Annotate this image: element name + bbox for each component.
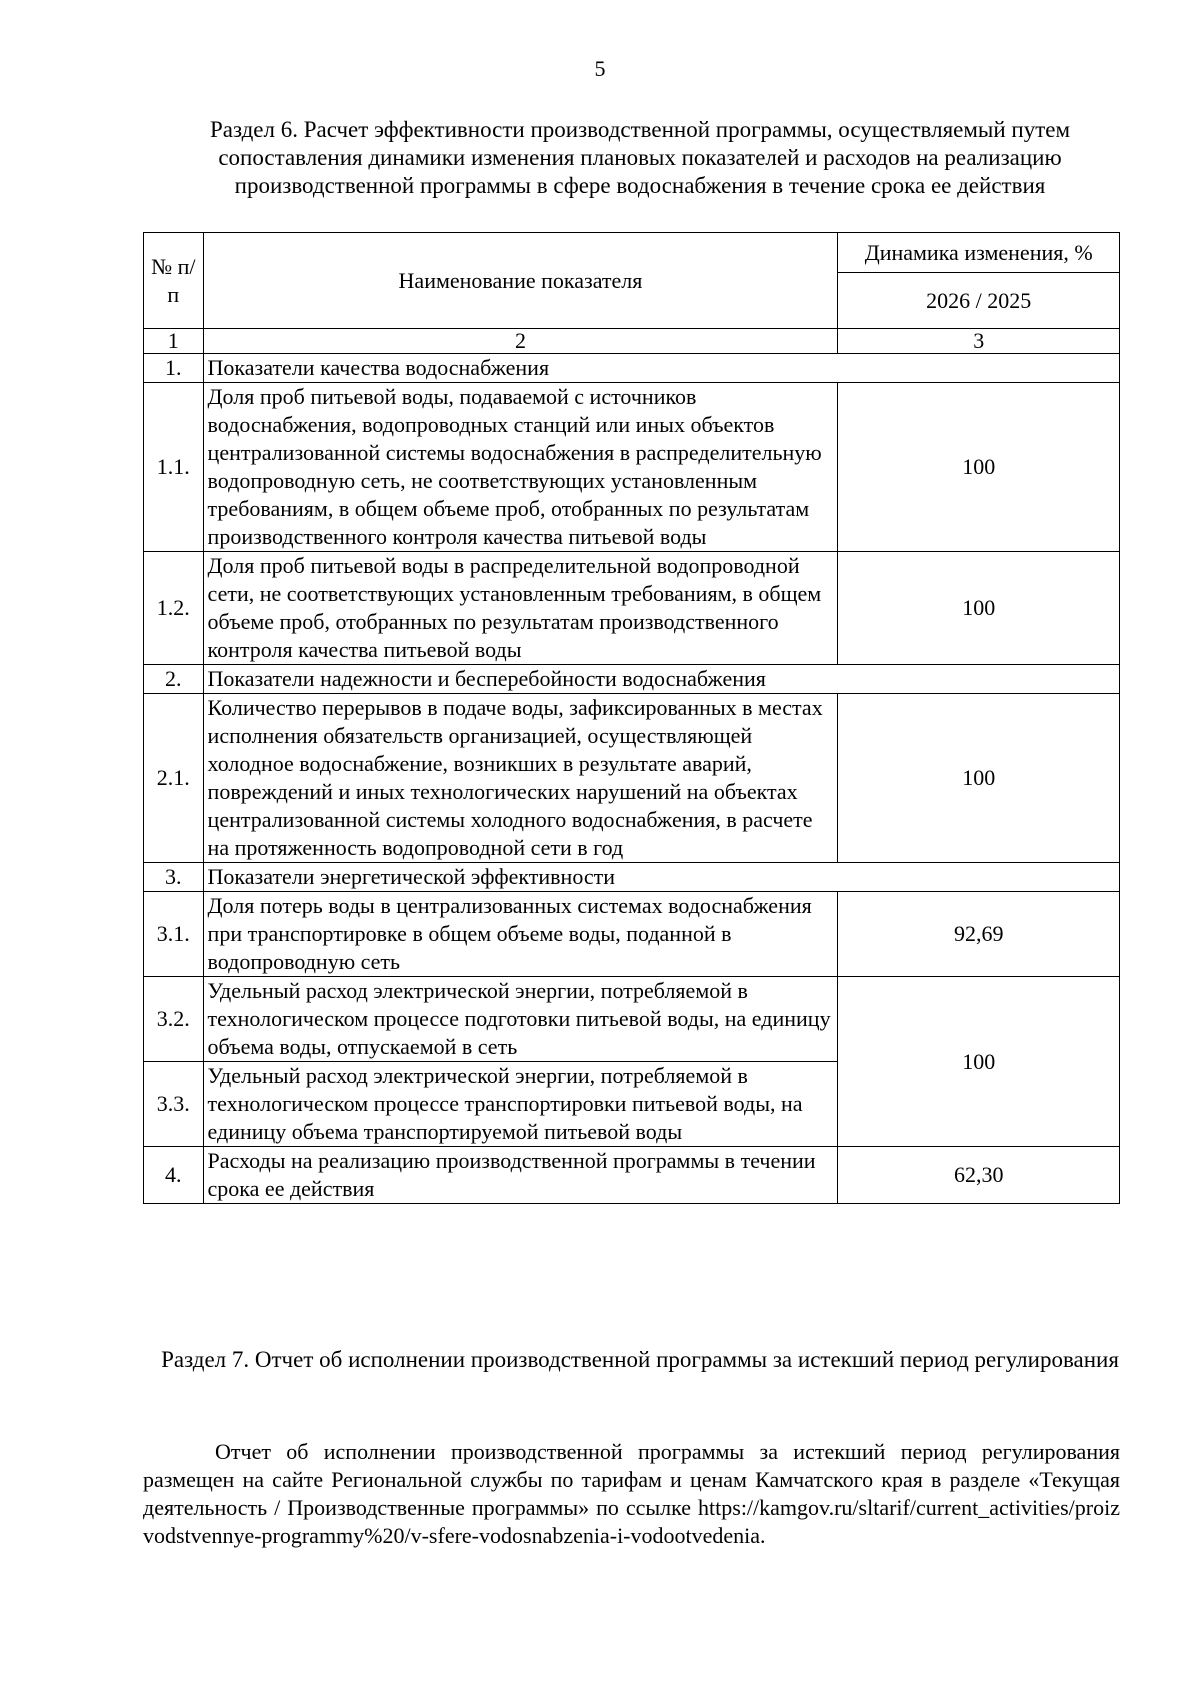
row-num: 1.2. xyxy=(144,552,204,665)
row-value: 92,69 xyxy=(838,892,1120,977)
report-link[interactable]: https://kamgov.ru/sltarif/current_activities/proizvodstvennye-programmy%20/v-sfere-vodosnabzenia-i-vodootvedenia. xyxy=(143,1495,1120,1548)
table-row xyxy=(144,1147,1120,1204)
row-num: 3.2. xyxy=(144,977,204,1062)
index-cell: 3 xyxy=(838,329,1120,354)
row-num: 3. xyxy=(144,863,204,892)
section-heading: Показатели энергетической эффективности xyxy=(203,863,1119,892)
row-num: 2.1. xyxy=(144,694,204,863)
row-value: 62,30 xyxy=(838,1147,1120,1204)
efficiency-table xyxy=(143,232,1120,1204)
index-cell: 1 xyxy=(144,329,204,354)
row-num: 1. xyxy=(144,354,204,383)
report-text: Отчет об исполнении производственной программы за истекший период регулирования размещен на сайте Региональной службы по тарифам и ценам Камчатского края в разделе «Текущая деятельность / Производственные программы» по ссылке xyxy=(143,1439,1120,1520)
row-num: 3.3. xyxy=(144,1062,204,1147)
table-row xyxy=(144,552,1120,665)
table-row xyxy=(144,383,1120,552)
row-name: Количество перерывов в подаче воды, зафиксированных в местах исполнения обязательств организацией, осуществляющей холодное водоснабжение, возникших в результате аварий, повреждений и иных технологических нарушений на объектах централизованной системы холодного водоснабжения, в расчете на протяженность водопроводной сети в год xyxy=(203,694,838,863)
row-name: Удельный расход электрической энергии, потребляемой в технологическом процессе подготовки питьевой воды, на единицу объема воды, отпускаемой в сеть xyxy=(203,977,838,1062)
row-name: Доля проб питьевой воды в распределительной водопроводной сети, не соответствующих установленным требованиям, в общем объеме проб, отобранных по результатам производственного контроля качества питьевой воды xyxy=(203,552,838,665)
header-name: Наименование показателя xyxy=(203,233,838,329)
header-num: № п/п xyxy=(144,233,204,329)
table-row xyxy=(144,665,1120,694)
row-num: 3.1. xyxy=(144,892,204,977)
header-dynamics: Динамика изменения, % xyxy=(838,233,1120,273)
row-value: 100 xyxy=(838,977,1120,1147)
row-num: 2. xyxy=(144,665,204,694)
row-value: 100 xyxy=(838,694,1120,863)
report-paragraph xyxy=(143,1438,1120,1550)
section-heading: Показатели надежности и бесперебойности водоснабжения xyxy=(203,665,1119,694)
row-name: Удельный расход электрической энергии, потребляемой в технологическом процессе транспортировки питьевой воды, на единицу объема транспортируемой питьевой воды xyxy=(203,1062,838,1147)
section-6-title: Раздел 6. Расчет эффективности производственной программы, осуществляемый путем сопоставления динамики изменения плановых показателей и расходов на реализацию производственной программы в сфере водоснабжения в течение срока ее действия xyxy=(209,117,1071,198)
section-heading: Показатели качества водоснабжения xyxy=(203,354,1119,383)
row-value: 100 xyxy=(838,383,1120,552)
row-name: Доля потерь воды в централизованных системах водоснабжения при транспортировке в общем объеме воды, поданной в водопроводную сеть xyxy=(203,892,838,977)
section-7-title: Раздел 7. Отчет об исполнении производственной программы за истекший период регулирования xyxy=(161,1347,1119,1372)
row-value: 100 xyxy=(838,552,1120,665)
table-row xyxy=(144,863,1120,892)
table-row xyxy=(144,977,1120,1062)
row-name: Доля проб питьевой воды, подаваемой с источников водоснабжения, водопроводных станций или иных объектов централизованной системы водоснабжения в распределительную водопроводную сеть, не соответствующих установленным требованиям, в общем объеме проб, отобранных по результатам производственного контроля качества питьевой воды xyxy=(203,383,838,552)
index-cell: 2 xyxy=(203,329,838,354)
table-row xyxy=(144,694,1120,863)
header-period: 2026 / 2025 xyxy=(838,273,1120,329)
row-num: 1.1. xyxy=(144,383,204,552)
table-row xyxy=(144,354,1120,383)
row-name: Расходы на реализацию производственной программы в течении срока ее действия xyxy=(203,1147,838,1204)
table-row xyxy=(144,892,1120,977)
row-num: 4. xyxy=(144,1147,204,1204)
page-number: 5 xyxy=(594,56,606,81)
